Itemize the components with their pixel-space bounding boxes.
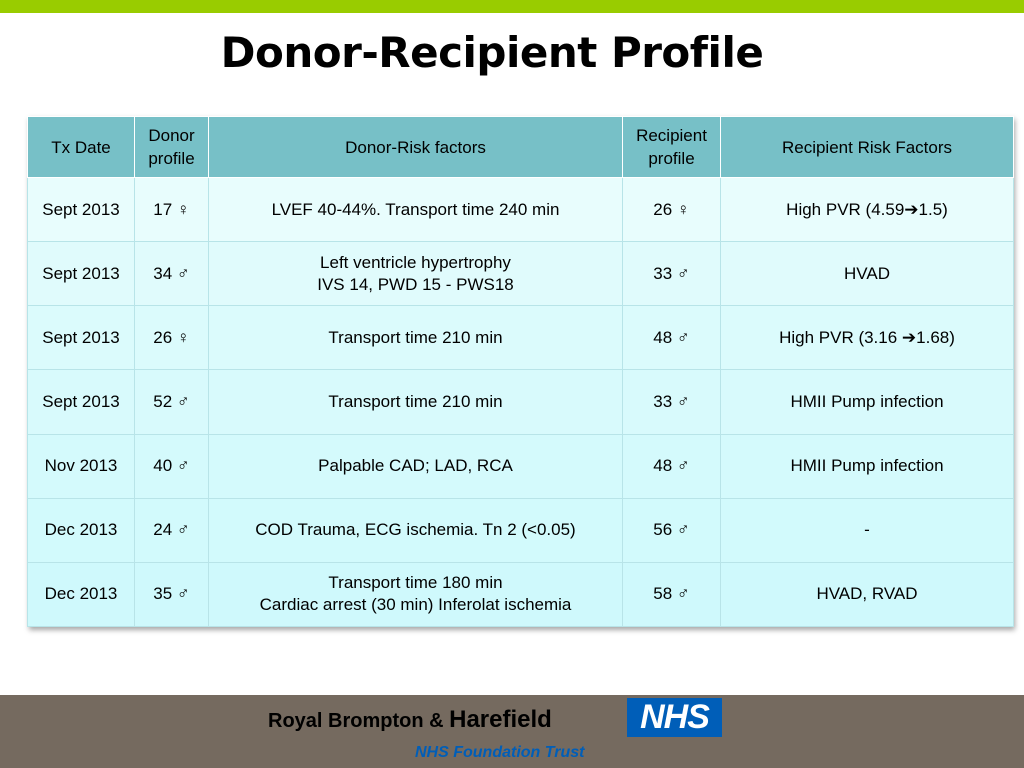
cell-recipient-risk-factors: HVAD, RVAD [721,562,1014,626]
table-header-row [28,117,1014,178]
profile-table-container [27,116,1013,627]
cell-donor-risk-factors: Transport time 210 min [209,370,623,434]
cell-donor-risk-factors: Transport time 180 min Cardiac arrest (30 min) Inferolat ischemia [209,562,623,626]
cell-tx-date: Sept 2013 [28,370,135,434]
profile-table [27,116,1014,627]
table-row [28,242,1014,306]
cell-recipient-risk-factors: High PVR (3.16 ➔1.68) [721,306,1014,370]
cell-donor-profile: 17 ♀ [135,178,209,242]
cell-donor-risk-factors: Palpable CAD; LAD, RCA [209,434,623,498]
cell-recipient-risk-factors: - [721,498,1014,562]
cell-donor-risk-factors: Transport time 210 min [209,306,623,370]
slide-title: Donor-Recipient Profile [220,28,764,77]
cell-tx-date: Sept 2013 [28,178,135,242]
organization-name-prefix: Royal Brompton & [268,710,450,732]
cell-tx-date: Dec 2013 [28,562,135,626]
cell-recipient-profile: 26 ♀ [623,178,721,242]
cell-recipient-profile: 33 ♂ [623,370,721,434]
table-row [28,178,1014,242]
table-row [28,370,1014,434]
table-row [28,562,1014,626]
cell-recipient-risk-factors: HVAD [721,242,1014,306]
trust-name: NHS Foundation Trust [415,744,585,761]
column-header-donor-profile: Donor profile [135,117,209,178]
cell-tx-date: Sept 2013 [28,242,135,306]
table-row [28,434,1014,498]
cell-donor-profile: 24 ♂ [135,498,209,562]
cell-donor-profile: 52 ♂ [135,370,209,434]
cell-donor-risk-factors: LVEF 40-44%. Transport time 240 min [209,178,623,242]
organization-name-suffix: Harefield [449,706,552,733]
cell-recipient-profile: 33 ♂ [623,242,721,306]
table-row [28,306,1014,370]
column-header-recipient-risk-factors: Recipient Risk Factors [721,117,1014,178]
cell-donor-profile: 26 ♀ [135,306,209,370]
cell-recipient-risk-factors: High PVR (4.59➔1.5) [721,178,1014,242]
column-header-recipient-profile: Recipient profile [623,117,721,178]
column-header-donor-risk-factors: Donor-Risk factors [209,117,623,178]
column-header-tx-date: Tx Date [28,117,135,178]
cell-donor-risk-factors: Left ventricle hypertrophy IVS 14, PWD 15 - PWS18 [209,242,623,306]
cell-recipient-profile: 56 ♂ [623,498,721,562]
top-accent-bar [0,0,1024,13]
cell-recipient-profile: 48 ♂ [623,434,721,498]
cell-donor-profile: 35 ♂ [135,562,209,626]
cell-recipient-profile: 48 ♂ [623,306,721,370]
cell-recipient-profile: 58 ♂ [623,562,721,626]
nhs-logo: NHS [627,698,722,737]
cell-tx-date: Sept 2013 [28,306,135,370]
table-row [28,498,1014,562]
cell-donor-profile: 40 ♂ [135,434,209,498]
cell-tx-date: Nov 2013 [28,434,135,498]
cell-donor-risk-factors: COD Trauma, ECG ischemia. Tn 2 (<0.05) [209,498,623,562]
cell-recipient-risk-factors: HMII Pump infection [721,370,1014,434]
cell-tx-date: Dec 2013 [28,498,135,562]
cell-recipient-risk-factors: HMII Pump infection [721,434,1014,498]
organization-name [268,706,552,734]
cell-donor-profile: 34 ♂ [135,242,209,306]
